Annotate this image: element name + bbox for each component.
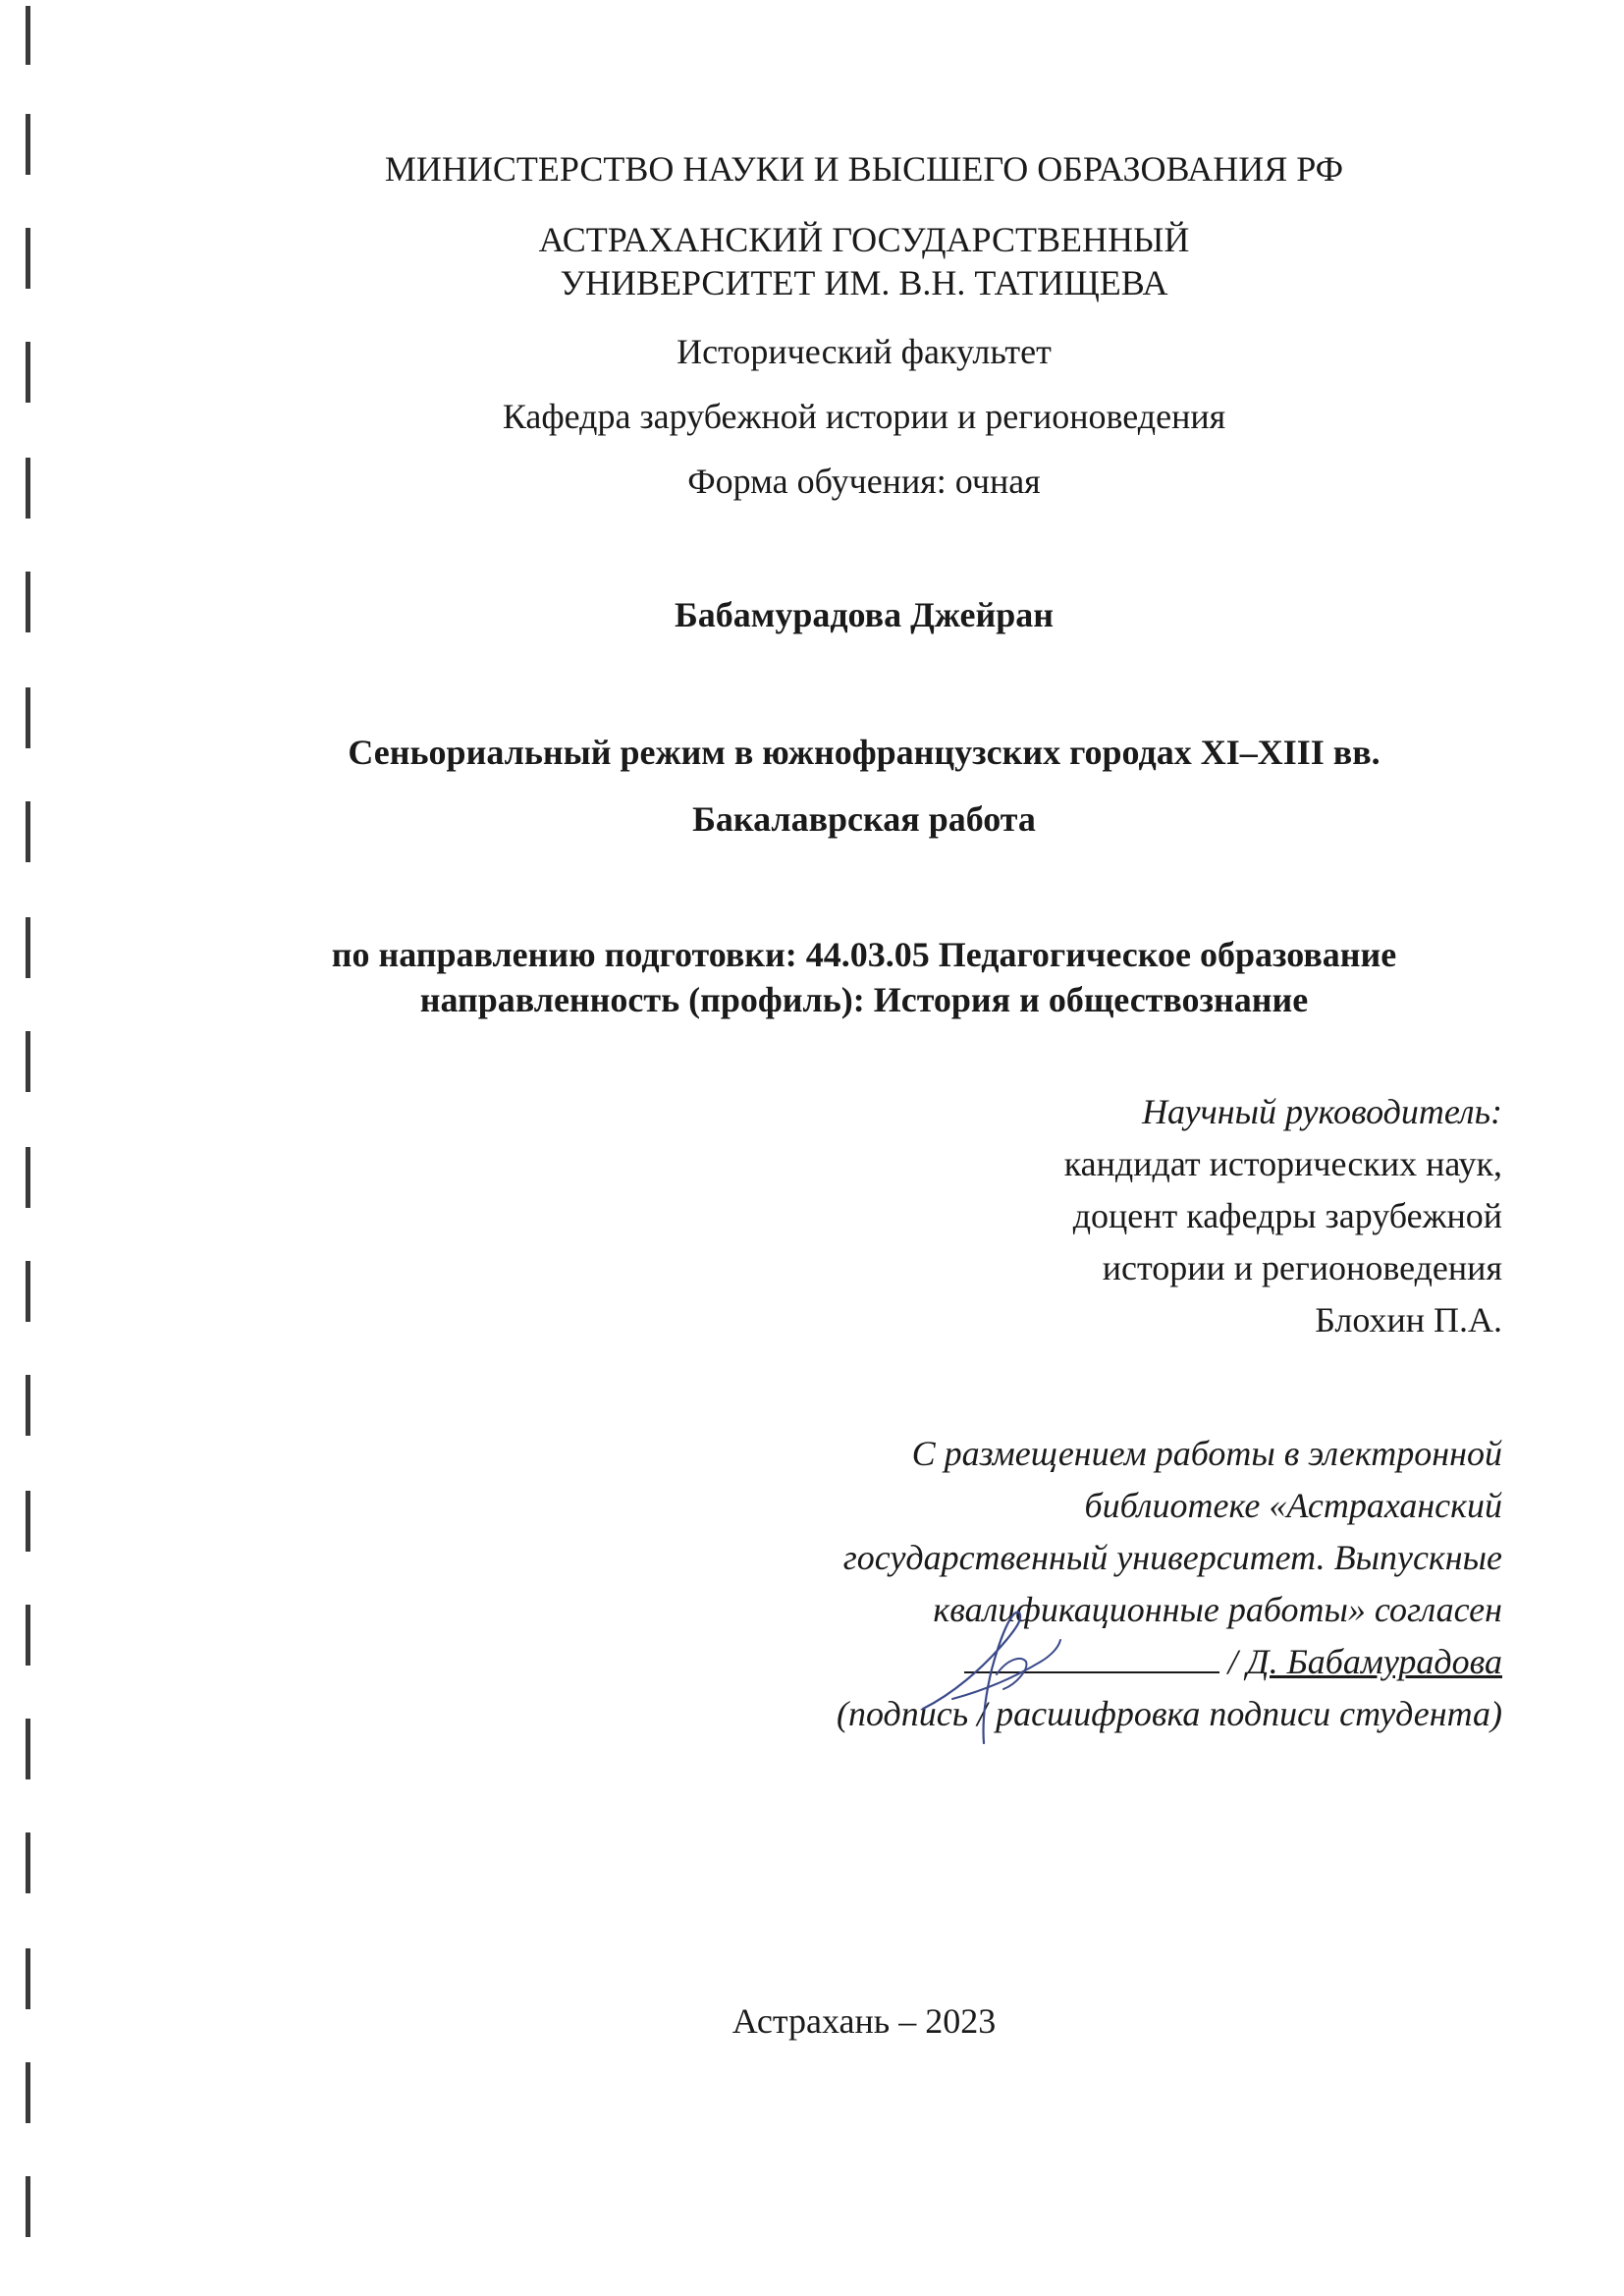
supervisor-position: доцент кафедры зарубежной [1072, 1196, 1502, 1235]
consent-line-2: библиотеке «Астраханский [1084, 1486, 1502, 1525]
consent-line-3: государственный университет. Выпускные [842, 1538, 1502, 1577]
binding-marks [0, 0, 49, 2296]
university-name-line2: УНИВЕРСИТЕТ ИМ. В.Н. ТАТИЩЕВА [560, 263, 1168, 302]
work-type: Бакалаврская работа [692, 799, 1036, 839]
supervisor-degree: кандидат исторических наук, [1063, 1144, 1502, 1183]
work-title: Сеньориальный режим в южнофранцузских городах XI–XIII вв. [348, 733, 1380, 772]
city-year: Астрахань – 2023 [731, 2001, 997, 2041]
university-name-line1: АСТРАХАНСКИЙ ГОСУДАРСТВЕННЫЙ [538, 220, 1190, 259]
student-name-signed: Д. Бабамурадова [1246, 1642, 1502, 1681]
study-profile: направленность (профиль): История и обществознание [419, 980, 1309, 1019]
supervisor-name: Блохин П.А. [1315, 1300, 1502, 1339]
faculty-name: Исторический факультет [677, 332, 1052, 371]
study-form: Форма обучения: очная [687, 462, 1041, 501]
signature-caption: (подпись / расшифровка подписи студента) [837, 1694, 1502, 1733]
signature-slash: / [1218, 1642, 1247, 1681]
study-direction: по направлению подготовки: 44.03.05 Педагогическое образование [331, 935, 1397, 974]
supervisor-heading: Научный руководитель: [1142, 1092, 1502, 1131]
author-name: Бабамурадова Джейран [675, 595, 1054, 634]
department-name: Кафедра зарубежной истории и регионоведения [502, 397, 1226, 436]
supervisor-block [1064, 1086, 1502, 1346]
consent-line-4: квалификационные работы» согласен [933, 1590, 1502, 1629]
ministry-heading: МИНИСТЕРСТВО НАУКИ И ВЫСШЕГО ОБРАЗОВАНИЯ РФ [384, 149, 1344, 189]
handwritten-signature [913, 1601, 1080, 1748]
consent-line-1: С размещением работы в электронной [911, 1434, 1502, 1473]
supervisor-department: истории и регионоведения [1102, 1248, 1502, 1287]
